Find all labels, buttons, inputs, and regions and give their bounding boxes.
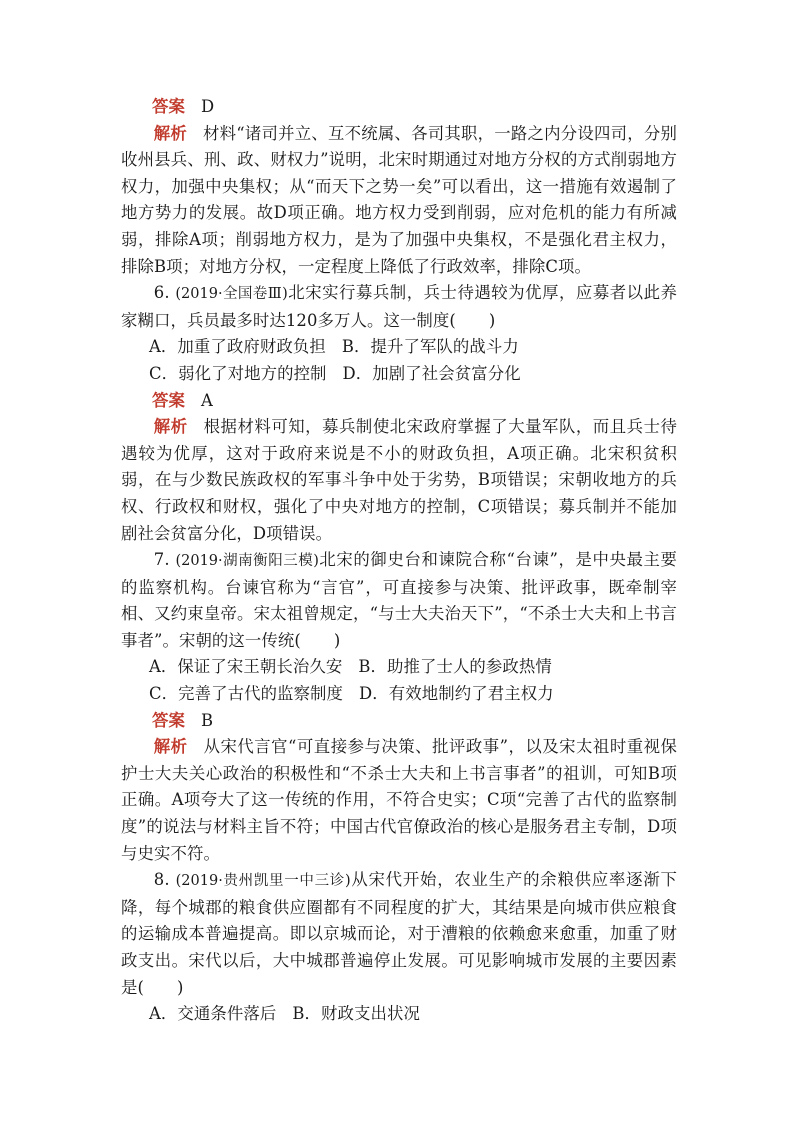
- option-7a[interactable]: A．保证了宋王朝长治久安: [149, 657, 343, 677]
- question-7-options-ab: [121, 654, 677, 681]
- option-7d[interactable]: D．有效地制约了君主权力: [359, 684, 554, 704]
- option-6d[interactable]: D．加剧了社会贫富分化: [342, 363, 521, 383]
- answer-line-7: [121, 708, 677, 735]
- answer-value-7: B: [200, 710, 214, 730]
- answer-label: 答案: [152, 710, 185, 730]
- question-8: [121, 867, 677, 1001]
- option-7c[interactable]: C．完善了古代的监察制度: [149, 684, 344, 704]
- answer-line-5: [121, 94, 677, 121]
- analysis-label: 解析: [153, 737, 188, 757]
- option-7b[interactable]: B．助推了士人的参政热情: [358, 657, 552, 677]
- analysis-7: [121, 734, 677, 867]
- answer-label: 答案: [152, 390, 185, 410]
- answer-value-5: D: [200, 97, 215, 116]
- option-6a[interactable]: A．加重了政府财政负担: [149, 337, 326, 357]
- option-6c[interactable]: C．弱化了对地方的控制: [149, 363, 327, 383]
- analysis-text-5: 材料“诸司并立、互不统属、各司其职，一路之内分设四司，分别收州县兵、刑、政、财权力”说明，北宋时期通过对地方分权的方式削弱地方权力，加强中央集权；从“而天下之势一矣”可以看出，这一措施有效遏制了地方势力的发展。故D项正确。地方权力受到削弱，应对危机的能力有所减弱，排除A项；削弱地方权力，是为了加强中央集权，不是强化君主权力，排除B项；对地方分权，一定程度上降低了行政效率，排除C项。: [121, 123, 677, 276]
- question-6-number: 6.: [153, 283, 170, 303]
- question-7-number: 7.: [153, 550, 170, 570]
- question-8-options-ab: [121, 1001, 677, 1028]
- answer-label: 答案: [152, 97, 185, 116]
- answer-value-6: A: [200, 390, 213, 410]
- question-7-source: (2019·湖南衡阳三模): [175, 553, 319, 570]
- question-6: [121, 280, 677, 334]
- analysis-label: 解析: [153, 417, 188, 437]
- question-7-options-cd: [121, 681, 677, 708]
- option-8b[interactable]: B．财政支出状况: [292, 1004, 420, 1024]
- question-6-options-ab: [121, 334, 677, 361]
- option-6b[interactable]: B．提升了军队的战斗力: [341, 337, 519, 357]
- answer-line-6: [121, 388, 677, 415]
- analysis-text-6: 根据材料可知，募兵制使北宋政府掌握了大量军队，而且兵士待遇较为优厚，这对于政府来说是不小的财政负担，A项正确。北宋积贫积弱，在与少数民族政权的军事斗争中处于劣势，B项错误；宋朝收地方的兵权、行政权和财权，强化了中央对地方的控制，C项错误；募兵制并不能加剧社会贫富分化，D项错误。: [121, 417, 677, 543]
- page-content: [121, 94, 677, 1028]
- question-8-stem: 从宋代开始，农业生产的余粮供应率逐渐下降，每个城郡的粮食供应圈都有不同程度的扩大，其结果是向城市供应粮食的运输成本普遍提高。即以京城而论，对于漕粮的依赖愈来愈重，加重了财政支出。宋代以后，大中城郡普遍停止发展。可见影响城市发展的主要因素是( ): [121, 870, 677, 997]
- analysis-text-7: 从宋代言官“可直接参与决策、批评政事”，以及宋太祖时重视保护士大夫关心政治的积极性和“不杀士大夫和上书言事者”的祖训，可知B项正确。A项夸大了这一传统的作用，不符合史实；C项“完善了古代的监察制度”的说法与材料主旨不符；中国古代官僚政治的核心是服务君主专制，D项与史实不符。: [121, 737, 677, 863]
- question-8-source: (2019·贵州凯里一中三诊): [175, 873, 351, 890]
- question-6-stem: 北宋实行募兵制，兵士待遇较为优厚，应募者以此养家糊口，兵员最多时达120多万人。这一制度( ): [121, 283, 677, 330]
- question-6-source: (2019·全国卷Ⅲ): [175, 286, 288, 303]
- analysis-6: [121, 414, 677, 547]
- question-7-stem: 北宋的御史台和谏院合称“台谏”，是中央最主要的监察机构。台谏官称为“言官”，可直接参与决策、批评政事，既牵制宰相、又约束皇帝。宋太祖曾规定，“与士大夫治天下”，“不杀士大夫和上书言事者”。宋朝的这一传统( ): [121, 550, 677, 650]
- option-8a[interactable]: A．交通条件落后: [149, 1004, 277, 1024]
- analysis-label: 解析: [153, 123, 188, 143]
- question-8-number: 8.: [153, 870, 170, 890]
- question-6-options-cd: [121, 361, 677, 388]
- question-7: [121, 547, 677, 654]
- analysis-5: [121, 121, 677, 281]
